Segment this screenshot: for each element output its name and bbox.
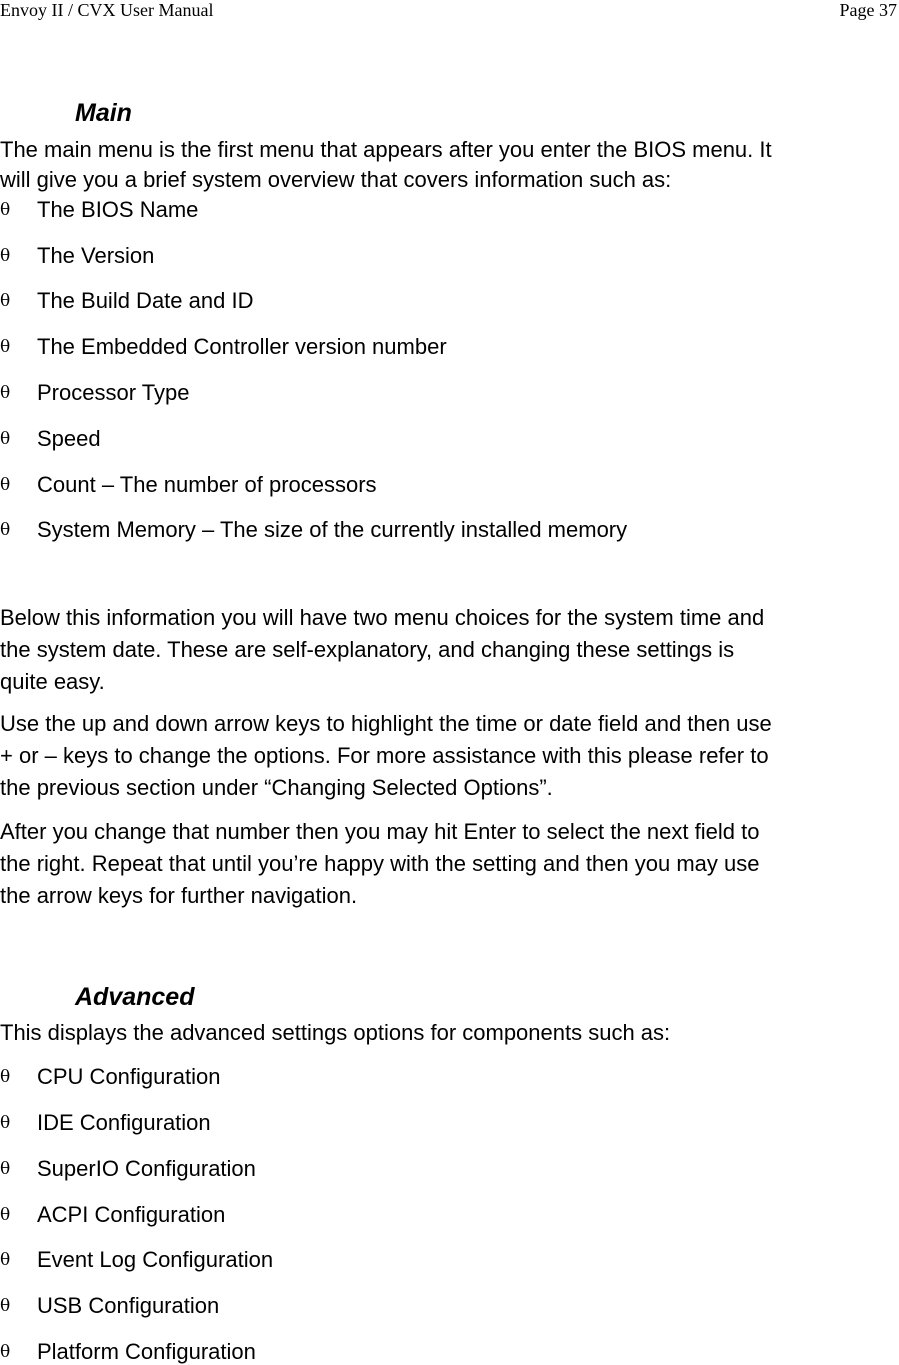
document-title: Envoy II / CVX User Manual [0,0,214,20]
bullet-theta-icon: θ [0,520,11,540]
bullet-theta-icon: θ [0,1067,11,1087]
bullet-theta-icon: θ [0,1159,11,1179]
text-line: The main menu is the first menu that appears after you enter the BIOS menu. It [0,137,772,162]
text-line: quite easy. [0,669,105,694]
section-heading-main: Main [75,99,132,127]
bullet-theta-icon: θ [0,1296,11,1316]
text-line: will give you a brief system overview that covers information such as: [0,167,672,192]
text-line: Below this information you will have two menu choices for the system time and [0,605,765,630]
bullet-theta-icon: θ [0,383,11,403]
text-line: + or – keys to change the options. For more assistance with this please refer to [0,743,769,768]
text-line: the arrow keys for further navigation. [0,883,358,908]
bullet-theta-icon: θ [0,291,11,311]
bullet-theta-icon: θ [0,1250,11,1270]
text-line: the system date. These are self-explanatory, and changing these settings is [0,637,735,662]
bullet-theta-icon: θ [0,200,11,220]
bullet-theta-icon: θ [0,429,11,449]
bullet-theta-icon: θ [0,1113,11,1133]
bullet-theta-icon: θ [0,1205,11,1225]
text-line: Use the up and down arrow keys to highlight the time or date field and then use [0,711,772,736]
bullet-theta-icon: θ [0,475,11,495]
bullet-theta-icon: θ [0,246,11,266]
bullet-theta-icon: θ [0,1342,11,1362]
text-line: the right. Repeat that until you’re happy with the setting and then you may use [0,851,760,876]
bullet-theta-icon: θ [0,337,11,357]
page-number: Page 37 [839,0,897,20]
text-line: This displays the advanced settings options for components such as: [0,1020,671,1045]
text-line: After you change that number then you may hit Enter to select the next field to [0,819,760,844]
text-line: the previous section under “Changing Selected Options”. [0,775,553,800]
section-heading-advanced: Advanced [75,983,195,1011]
